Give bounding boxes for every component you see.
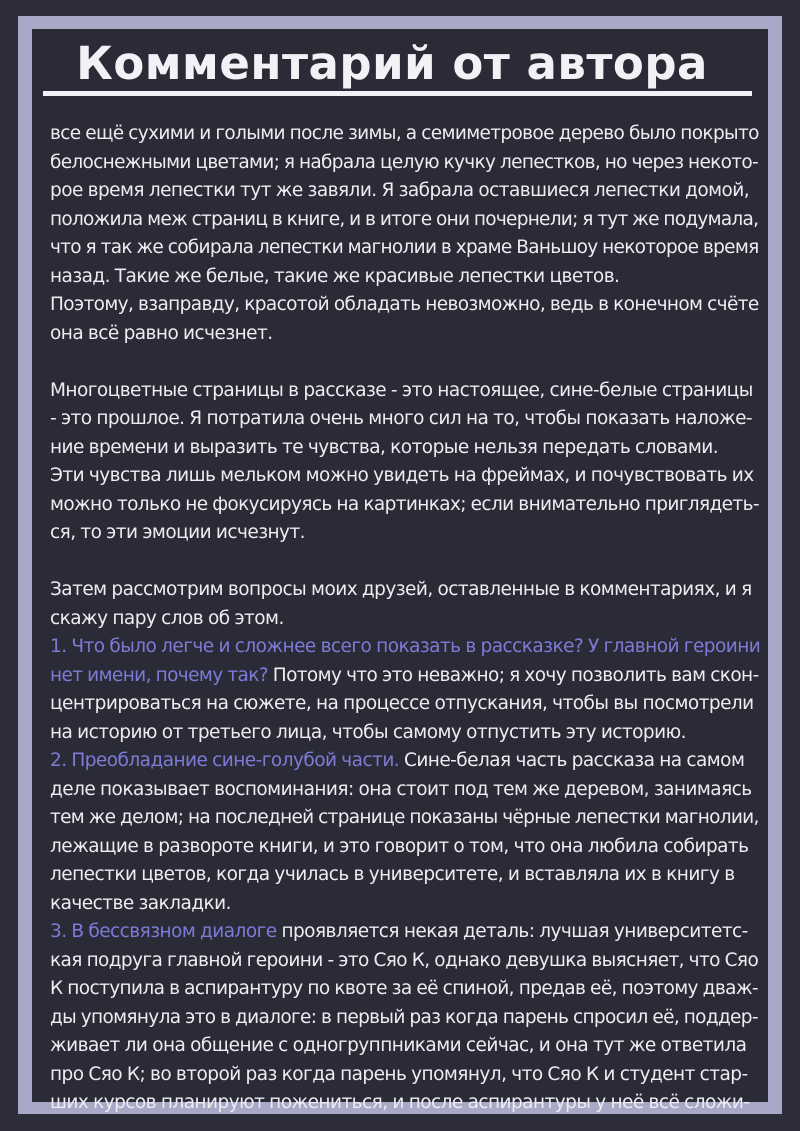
text-line: ся, то эти эмоции исчезнут. <box>50 522 306 543</box>
text-line: Затем рассмотрим вопросы моих друзей, оставленные в комментариях, и я <box>50 579 752 600</box>
page-title: Комментарий от автора <box>76 37 708 90</box>
paragraph-gap <box>50 348 762 377</box>
text-line: скажу пару слов об этом. <box>50 607 284 629</box>
question-3-heading: 3. В бессвязном диалоге <box>50 921 277 942</box>
text-line: про Сяо К; во второй раз когда парень упомянул, что Сяо К и студент стар- <box>50 1063 748 1085</box>
text-line: качестве закладки. <box>50 892 231 914</box>
text-line: ших курсов планируют пожениться, и после аспирантуры у неё всё сложи- <box>50 1092 750 1113</box>
text-line: Эти чувства лишь мельком можно увидеть на фреймах, и почувствовать их <box>50 465 754 486</box>
text-line: Многоцветные страницы в рассказе - это настоящее, сине-белые страницы <box>50 379 753 401</box>
text-line: белоснежными цветами; я набрала целую кучку лепестков, но через некото- <box>50 151 759 173</box>
question-2-heading: 2. Преобладание сине-голубой части. <box>50 750 400 771</box>
text-line: все ещё сухими и голыми после зимы, а семиметровое дерево было покрыто <box>50 123 759 144</box>
text-line: - это прошлое. Я потратила очень много сил на то, чтобы показать наложе- <box>50 408 753 429</box>
text-line <box>50 747 762 776</box>
question-1-heading-end: нет имени, почему так? <box>50 664 268 686</box>
text-line: живает ли она общение с одногруппниками сейчас, и она тут же ответила <box>50 1035 747 1056</box>
answer-3-start: проявляется некая деталь: лучшая университетс- <box>276 921 748 942</box>
text-line: ды упомянула это в диалоге: в первый раз когда парень спросил её, поддер- <box>50 1006 758 1028</box>
text-line: назад. Такие же белые, такие же красивые лепестки цветов. <box>50 265 620 287</box>
text-line: что я так же собирала лепестки магнолии в храме Ваньшоу некоторое время <box>50 237 759 258</box>
paragraph-gap <box>50 548 762 577</box>
text-line: лежащие в развороте книги, и это говорит о том, что она любила собирать <box>50 835 749 857</box>
text-line: она всё равно исчезнет. <box>50 322 273 344</box>
text-line <box>50 662 762 691</box>
question-1-heading: 1. Что было легче и сложнее всего показать в рассказке? У главной героини <box>50 636 761 657</box>
text-line: кая подруга главной героини - это Сяо К, однако девушка выясняет, что Сяо <box>50 949 759 971</box>
text-line <box>50 918 762 947</box>
text-line: ние времени и выразить те чувства, которые нельзя передать словами. <box>50 436 719 458</box>
text-line: центрироваться на сюжете, на процессе отпускания, чтобы вы посмотрели <box>50 693 754 714</box>
text-line: лепестки цветов, когда училась в университете, и вставляла их в книгу в <box>50 864 735 885</box>
title-underline <box>43 91 752 96</box>
text-line: тем же делом; на последней странице показаны чёрные лепестки магнолии, <box>50 807 759 828</box>
answer-1-start: Потому что это неважно; я хочу позволить вам скон- <box>268 664 759 686</box>
text-line: К поступила в аспирантуру по квоте за её спиной, предав её, поэтому дваж- <box>50 978 758 999</box>
text-line: можно только не фокусируясь на картинках; если внимательно приглядеть- <box>50 493 759 515</box>
text-line: положила меж страниц в книге, и в итоге они почернели; я тут же подумала, <box>50 208 759 230</box>
text-line: Поэтому, взаправду, красотой обладать невозможно, ведь в конечном счёте <box>50 294 759 315</box>
text-line: на историю от третьего лица, чтобы самому отпустить эту историю. <box>50 721 686 743</box>
text-line: деле показывает воспоминания: она стоит под тем же деревом, занимаясь <box>50 778 752 800</box>
article-body <box>50 120 762 1118</box>
text-line: рое время лепестки тут же завяли. Я забрала оставшиеся лепестки домой, <box>50 180 750 201</box>
answer-2-start: Сине-белая часть рассказа на самом <box>399 750 745 771</box>
